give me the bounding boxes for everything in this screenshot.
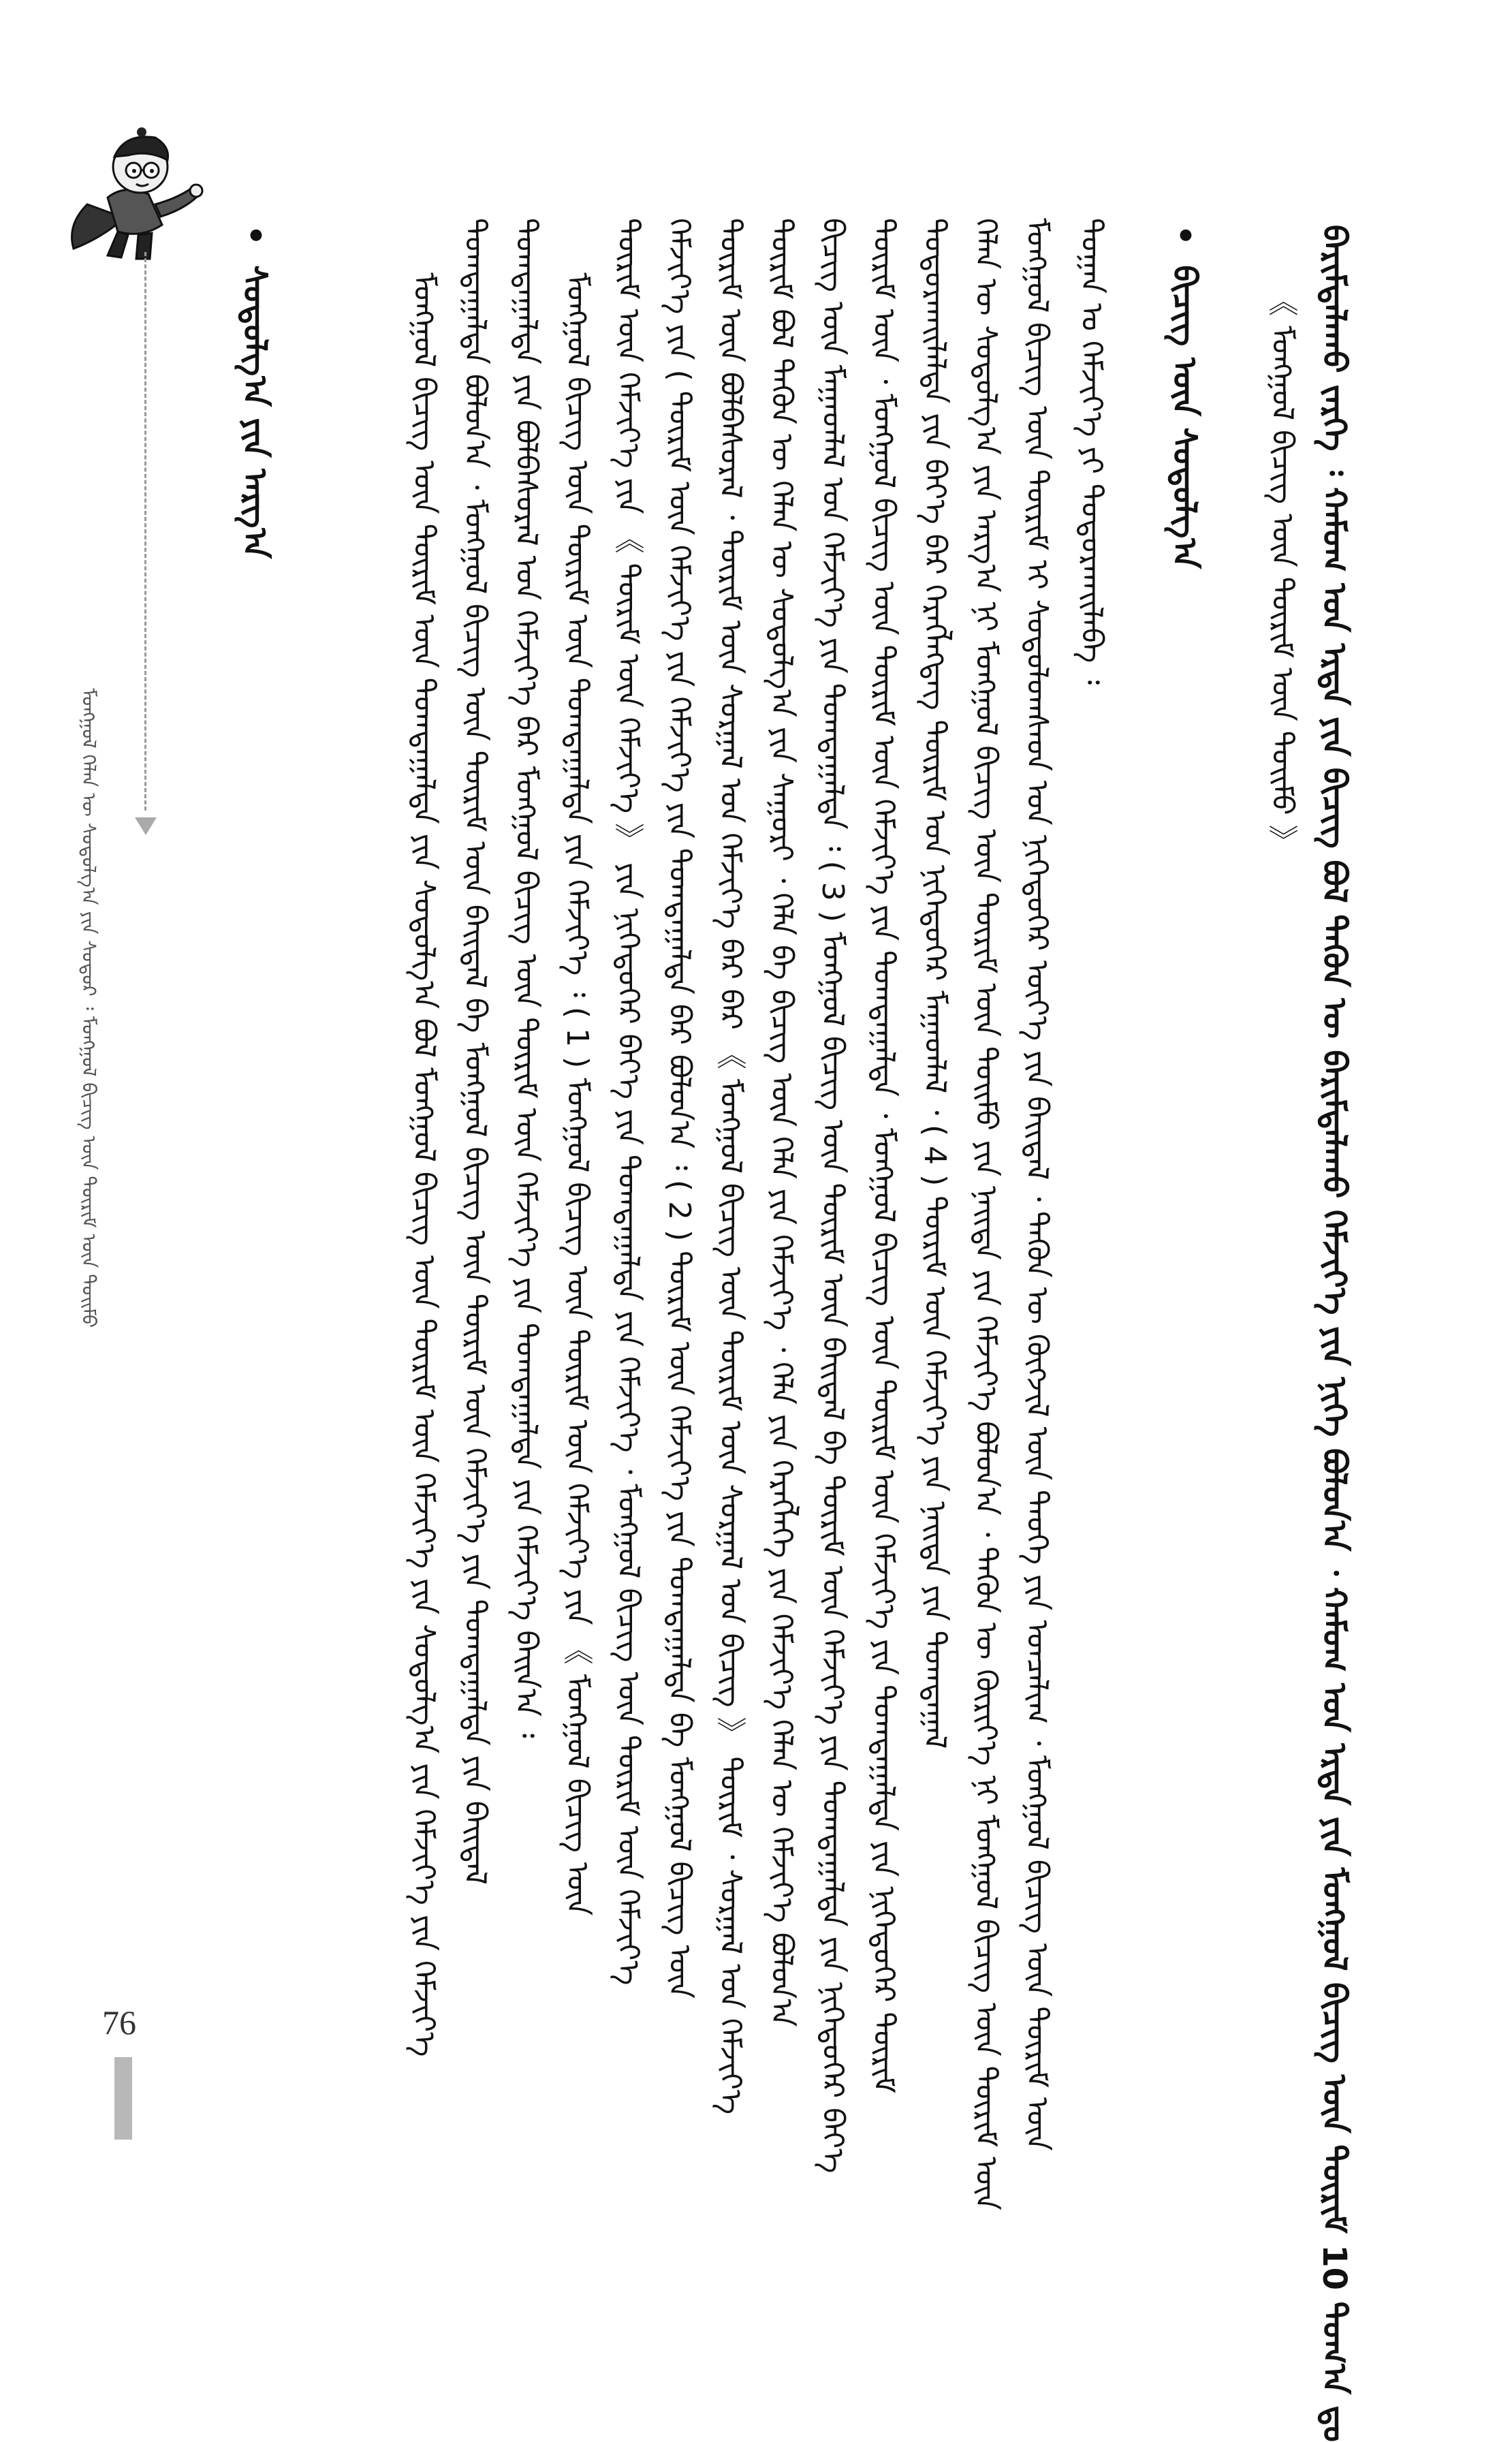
section-subtitle-line: 《 ᠮᠣᠩᠭᠣᠯ ᠪᠢᠴᠢᠭ ᠦᠨ ᠳᠦᠷᠢᠮ ᠦᠨ ᠲᠣᠢᠮᠤ 》	[1265, 286, 1300, 855]
text-column: ᠲᠣᠳᠣᠷᠬᠠᠢᠯᠠᠯᠲᠠ ᠶᠢᠨ ᠪᠡᠶ᠎ᠡ ᠪᠠᠷ ᠬᠡᠷᠡᠭᠯᠡᠭᠳᠡᠭ ᠳᠦᠷᠢᠮ ᠤᠨ ᠨᠢᠭᠡᠳᠦᠭᠡᠷ ᠮᠠᠭᠠᠳᠯᠠᠯ ᠂ ( 4 ) ᠳᠦᠷᠢᠮ ᠦᠨ ᠬᠡᠮᠵᠢᠶ᠎ᠡ ᠶᠢᠨ ᠨᠡᠢᠲᠡ ᠶᠢᠨ ᠲᠣᠭᠲᠠᠭᠠᠯ	[917, 218, 952, 1749]
running-head: ᠮᠣᠩᠭᠣᠯ ᠬᠡᠯᠡᠨ ᠦ ᠰᠤᠳᠤᠯᠭ᠎ᠠ ᠶᠢᠨ ᠰᠣᠳᠤᠷ ᠄ ᠮᠣᠩᠭᠣᠯ ᠪᠢᠴᠢᠭ ᠦᠨ ᠳᠦᠷᠢᠮ ᠦᠨ ᠲᠣᠢᠮᠤ	[78, 688, 100, 1328]
text-column: ᠲᠣᠭᠠᠨ ᠤ ᠬᠡᠮᠵᠢᠶ᠎ᠡ ᠶᠢ ᠲᠣᠳᠣᠷᠬᠠᠢᠯᠠᠪᠠ ᠄	[1074, 218, 1109, 685]
triangle-marker-icon	[135, 817, 157, 835]
text-column: ᠳᠦᠷᠢᠮ ᠦᠨ ᠬᠡᠮᠵᠢᠶ᠎ᠡ ᠶᠢᠨ 《 ᠳᠦᠷᠢᠮ ᠦᠨ ᠬᠡᠮᠵᠢᠶ᠎ᠡ 》 ᠶᠢᠨ ᠨᠢᠭᠡᠳᠦᠭᠡᠷ ᠪᠡᠶ᠎ᠡ ᠶᠢᠨ ᠲᠣᠭᠲᠠᠭᠠᠯᠲᠠ ᠶᠢᠨ ᠬᠡᠮᠵᠢᠶ᠎ᠡ ᠂ ᠮᠣᠩᠭᠣᠯ ᠪᠢᠴᠢᠭ ᠦᠨ ᠳᠦᠷᠢᠮ ᠦᠨ ᠬᠡᠮᠵᠢᠶ᠎ᠡ	[611, 218, 646, 1986]
text-column: ᠳᠦᠷᠢᠮ ᠦᠨ ᠂ ᠮᠣᠩᠭᠣᠯ ᠪᠢᠴᠢᠭ ᠦᠨ ᠳᠦᠷᠢᠮ ᠦᠨ ᠬᠡᠮᠵᠢᠶ᠎ᠡ ᠶᠢᠨ ᠲᠣᠭᠲᠠᠭᠠᠯᠲᠠ ᠂ ᠮᠣᠩᠭᠣᠯ ᠪᠢᠴᠢᠭ ᠦᠨ ᠳᠦᠷᠢᠮ ᠦᠨ ᠬᠡᠮᠵᠢᠶ᠎ᠡ ᠶᠢᠨ ᠲᠣᠭᠲᠠᠭᠠᠯᠲᠠ ᠶᠢᠨ ᠨᠢᠭᠡᠳᠦᠭᠡᠷ ᠳᠦᠷᠢᠮ	[866, 218, 901, 2094]
text-column: ᠳᠦᠷᠢᠮ ᠪᠣᠯ ᠲᠡᠭᠦᠨ ᠦ ᠬᠡᠯᠡᠨ ᠦ ᠰᠤᠳᠤᠯᠭ᠎ᠠ ᠶᠢᠨ ᠰᠠᠭᠤᠷᠢ ᠂ ᠬᠡᠯᠡ ᠪᠠ ᠪᠢᠴᠢᠭ ᠦᠨ ᠬᠡᠯᠡ ᠶᠢᠨ ᠬᠡᠮᠵᠢᠶ᠎ᠡ ᠂ ᠬᠡᠯᠡ ᠶᠢᠨ ᠬᠡᠷᠡᠭᠯᠡᠭᠡ ᠶᠢᠨ ᠬᠡᠮᠵᠢᠶ᠎ᠡ ᠬᠡᠯᠡᠨ ᠦ ᠬᠡᠮᠵᠢᠶ᠎ᠡ ᠪᠣᠯᠤᠨ᠎ᠠ	[764, 218, 799, 2027]
text-column: ᠮᠣᠩᠭᠣᠯ ᠪᠢᠴᠢᠭ ᠦᠨ ᠳᠦᠷᠢᠮ ᠦᠨ ᠲᠣᠭᠲᠠᠭᠠᠯᠲᠠ ᠶᠢᠨ ᠰᠤᠳᠤᠯᠭ᠎ᠠ ᠪᠣᠯ ᠮᠣᠩᠭᠣᠯ ᠪᠢᠴᠢᠭ ᠦᠨ ᠳᠦᠷᠢᠮ ᠦᠨ ᠬᠡᠮᠵᠢᠶ᠎ᠡ ᠶᠢᠨ ᠰᠤᠳᠤᠯᠭ᠎ᠠ ᠶᠢᠨ ᠬᠡᠮᠵᠢᠶ᠎ᠡ ᠶᠢᠨ ᠬᠡᠮᠵᠢᠶ᠎ᠡ	[407, 272, 441, 2057]
text-column: ᠬᠡᠯᠡᠨ ᠦ ᠰᠤᠳᠤᠯᠭ᠎ᠠ ᠶᠢᠨ ᠠᠷᠭ᠎ᠠ ᠨᠢ ᠮᠣᠩᠭᠣᠯ ᠪᠢᠴᠢᠭ ᠦᠨ ᠳᠦᠷᠢᠮ ᠦᠨ ᠲᠣᠢᠮᠤ ᠶᠢᠨ ᠨᠡᠢᠲᠡ ᠶᠢᠨ ᠬᠡᠮᠵᠢᠶ᠎ᠡ ᠪᠣᠯᠤᠨ᠎ᠠ ᠂ ᠲᠡᠭᠦᠨ ᠦ ᠬᠦᠷᠢᠶ᠎ᠡ ᠨᠢ ᠮᠣᠩᠭᠣᠯ ᠪᠢᠴᠢᠭ ᠦᠨ ᠳᠦᠷᠢᠮ ᠦᠨ	[968, 218, 1003, 2210]
subsection-heading: • ᠪᠢᠴᠢᠭ ᠦᠨ ᠰᠤᠳᠤᠯᠭ᠎ᠠ	[1165, 225, 1203, 569]
text-column: ᠲᠣᠭᠲᠠᠭᠠᠯᠲᠠ ᠪᠣᠯᠤᠨ᠎ᠠ ᠂ ᠮᠣᠩᠭᠣᠯ ᠪᠢᠴᠢᠭ ᠦᠨ ᠳᠦᠷᠢᠮ ᠦᠨ ᠪᠠᠢᠳᠠᠯ ᠪᠠ ᠮᠣᠩᠭᠣᠯ ᠪᠢᠴᠢᠭ ᠦᠨ ᠳᠦᠷᠢᠮ ᠦᠨ ᠬᠡᠮᠵᠢᠶ᠎ᠡ ᠶᠢᠨ ᠲᠣᠭᠲᠠᠭᠠᠯᠲᠠ ᠶᠢᠨ ᠪᠠᠢᠳᠠᠯ	[458, 218, 492, 1885]
running-head-divider	[144, 252, 146, 811]
bullet-icon: •	[1165, 225, 1203, 246]
page-number: 76	[102, 2003, 136, 2041]
text-column: ᠮᠣᠩᠭᠣᠯ ᠪᠢᠴᠢᠭ ᠦᠨ ᠳᠦᠷᠢᠮ ᠦᠨ ᠲᠣᠭᠲᠠᠭᠠᠯᠲᠠ ᠶᠢᠨ ᠬᠡᠮᠵᠢᠶ᠎ᠡ ᠄ ( 1 ) ᠮᠣᠩᠭᠣᠯ ᠪᠢᠴᠢᠭ ᠦᠨ ᠳᠦᠷᠢᠮ ᠦᠨ ᠬᠡᠮᠵᠢᠶ᠎ᠡ ᠶᠢᠨ 《 ᠮᠣᠩᠭᠣᠯ ᠪᠢᠴᠢᠭ ᠦᠨ	[560, 272, 595, 1916]
subsection-heading: • ᠰᠤᠳᠤᠯᠭ᠎ᠠ ᠶᠢᠨ ᠠᠷᠭ᠎ᠠ	[236, 225, 274, 559]
text-column: ᠳᠦᠷᠢᠮ ᠦᠨ ᠪᠣᠯᠪᠠᠰᠤᠷᠠᠯ ᠂ ᠳᠦᠷᠢᠮ ᠦᠨ ᠰᠤᠷᠭᠠᠯ ᠤᠨ ᠬᠡᠮᠵᠢᠶ᠎ᠡ ᠪᠡᠷ ᠪᠡᠷ 《 ᠮᠣᠩᠭᠣᠯ ᠪᠢᠴᠢᠭ ᠦᠨ ᠳᠦᠷᠢᠮ ᠦᠨ ᠰᠤᠷᠭᠠᠯ ᠤᠨ ᠪᠢᠴᠢᠭ 》 ᠳᠦᠷᠢᠮ ᠂ ᠰᠤᠷᠭᠠᠯ ᠤᠨ ᠬᠡᠮᠵᠢᠶ᠎ᠡ	[713, 218, 748, 2115]
bullet-icon: •	[236, 225, 274, 246]
text-column: ᠲᠣᠭᠲᠠᠭᠠᠯᠲᠠ ᠶᠢᠨ ᠪᠣᠯᠪᠠᠰᠤᠷᠠᠯ ᠤᠨ ᠬᠡᠮᠵᠢᠶ᠎ᠡ ᠪᠡᠷ ᠮᠣᠩᠭᠣᠯ ᠪᠢᠴᠢᠭ ᠦᠨ ᠳᠦᠷᠢᠮ ᠦᠨ ᠬᠡᠮᠵᠢᠶ᠎ᠡ ᠶᠢᠨ ᠲᠣᠭᠲᠠᠭᠠᠯᠲᠠ ᠶᠢᠨ ᠬᠡᠮᠵᠢᠶ᠎ᠡ ᠪᠠᠢᠨ᠎ᠠ ᠄	[509, 218, 544, 1738]
text-column: ᠮᠣᠩᠭᠣᠯ ᠪᠢᠴᠢᠭ ᠦᠨ ᠳᠦᠷᠢᠮ ᠢ ᠰᠤᠳᠤᠯᠤᠭᠰᠠᠳ ᠤᠨ ᠨᠢᠭᠡᠳᠦᠭᠡᠷ ᠦᠶ᠎ᠡ ᠶᠢᠨ ᠪᠠᠢᠳᠠᠯ ᠂ ᠲᠡᠭᠦᠨ ᠦ ᠬᠦᠭᠵᠢᠯ ᠦᠨ ᠲᠡᠦᠬᠡ ᠶᠢᠨ ᠣᠨᠴᠠᠯᠢᠭ ᠂ ᠮᠣᠩᠭᠣᠯ ᠪᠢᠴᠢᠭ ᠦᠨ ᠳᠦᠷᠢᠮ ᠦᠨ	[1020, 218, 1054, 2151]
page-edge-tab	[114, 2057, 132, 2140]
mascot-boy-flying-icon	[60, 123, 217, 266]
text-column: ᠪᠢᠴᠢᠭ ᠦᠨ ᠮᠠᠭᠠᠳᠯᠠᠯ ᠤᠨ ᠬᠡᠮᠵᠢᠶ᠎ᠡ ᠶᠢᠨ ᠲᠣᠭᠲᠠᠭᠠᠯᠲᠠ ᠄ ( 3 ) ᠮᠣᠩᠭᠣᠯ ᠪᠢᠴᠢᠭ ᠦᠨ ᠳᠦᠷᠢᠮ ᠦᠨ ᠪᠠᠢᠳᠠᠯ ᠪᠠ ᠳᠦᠷᠢᠮ ᠦᠨ ᠬᠡᠮᠵᠢᠶ᠎ᠡ ᠶᠢᠨ ᠲᠣᠭᠲᠠᠭᠠᠯᠲᠠ ᠶᠢᠨ ᠨᠢᠭᠡᠳᠦᠭᠡᠷ ᠪᠡᠶ᠎ᠡ	[815, 218, 850, 2174]
section-title-line: ᠪᠠᠷᠢᠮᠲᠠᠯᠠᠬᠤ ᠵᠡᠷᠭᠡ ᠄ ᠬᠠᠮᠤᠭ ᠤᠨ ᠡᠷᠲᠡ ᠶᠢᠨ ᠪᠢᠴᠢᠭ ᠪᠣᠯ ᠲᠡᠭᠦᠨ ᠦ ᠪᠠᠷᠢᠮᠲᠠᠯᠠᠬᠤ ᠬᠡᠮᠵᠢᠶ᠎ᠡ ᠶᠢᠨ ᠨᠢᠭᠡ ᠪᠣᠯᠤᠨ᠎ᠠ ᠂ ᠬᠠᠮᠤᠭ ᠤᠨ ᠡᠷᠲᠡ ᠶᠢᠨ ᠮᠣᠩᠭᠣᠯ ᠪᠢᠴᠢᠭ ᠦᠨ ᠳᠦᠷᠢᠮ 10 ᠲᠣᠭ᠎ᠠ ᠳᠤ	[1315, 225, 1353, 2442]
text-column: ᠬᠡᠮᠵᠢᠶ᠎ᠡ ᠶᠢᠨ ( ᠳᠦᠷᠢᠮ ᠦᠨ ᠬᠡᠮᠵᠢᠶ᠎ᠡ ᠶᠢᠨ ᠬᠡᠮᠵᠢᠶ᠎ᠡ ᠶᠢᠨ ᠲᠣᠭᠲᠠᠭᠠᠯᠲᠠ ᠪᠡᠷ ᠪᠣᠯᠤᠨ᠎ᠠ ᠄ ( 2 ) ᠳᠦᠷᠢᠮ ᠦᠨ ᠬᠡᠮᠵᠢᠶ᠎ᠡ ᠶᠢᠨ ᠲᠣᠭᠲᠠᠭᠠᠯᠲᠠ ᠪᠠ ᠮᠣᠩᠭᠣᠯ ᠪᠢᠴᠢᠭ ᠦᠨ	[662, 218, 697, 1999]
